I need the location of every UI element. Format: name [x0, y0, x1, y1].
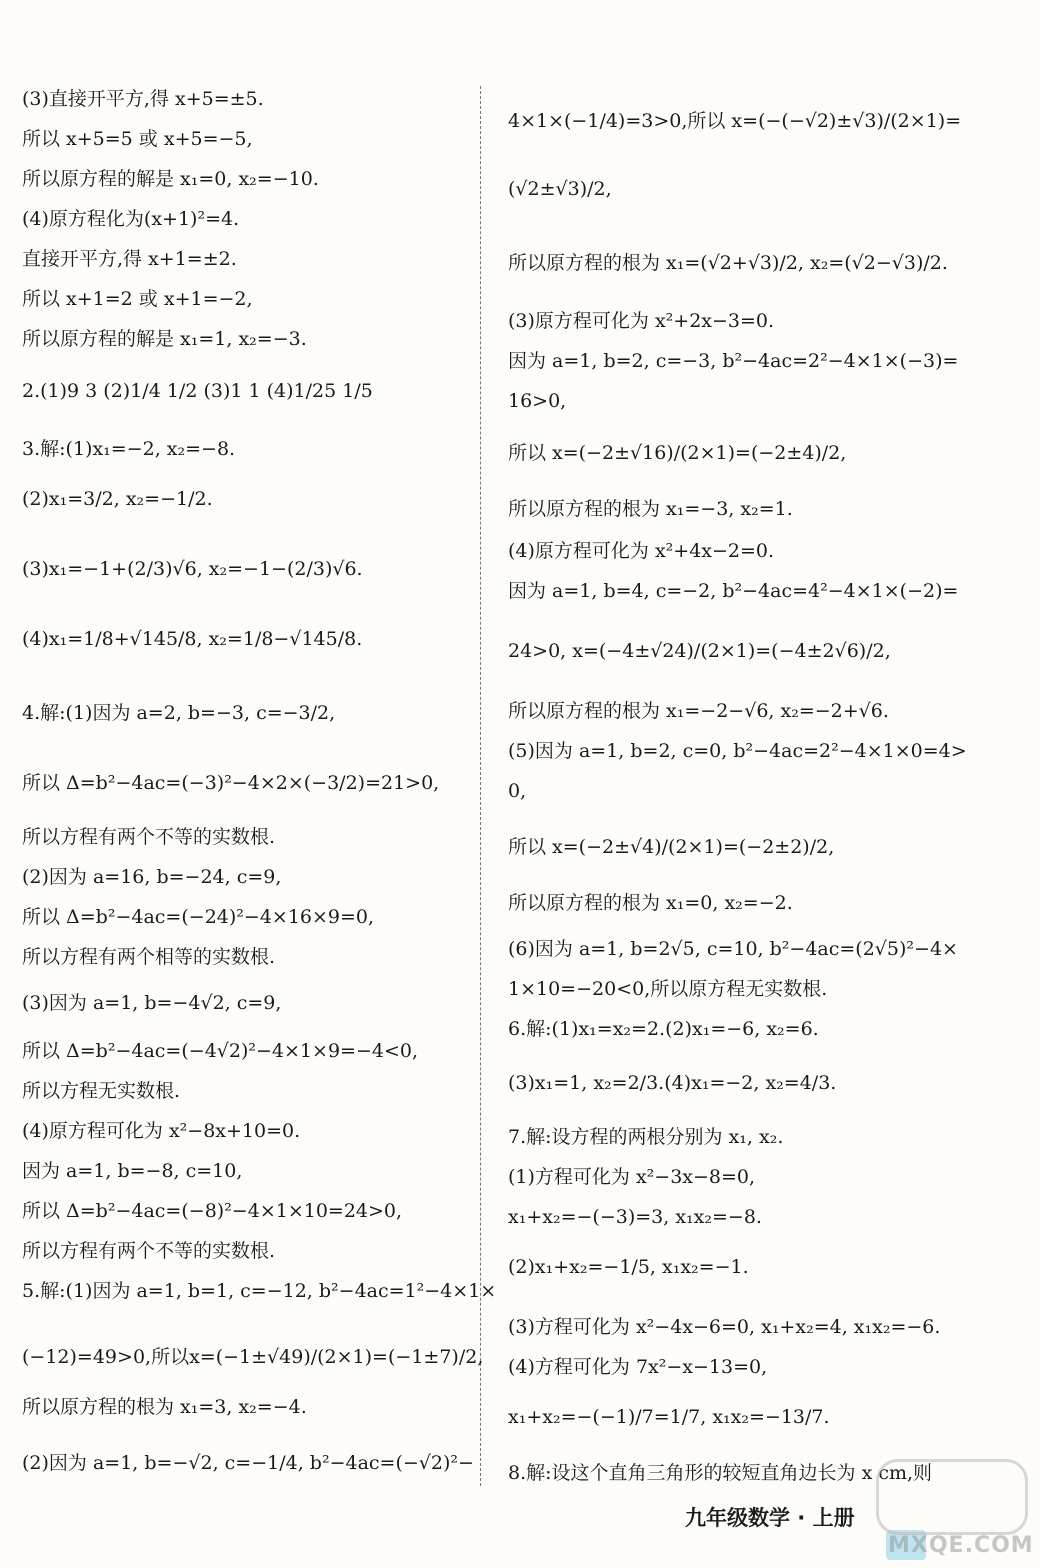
answer-line: (1)方程可化为 x²−3x−8=0,: [508, 1166, 756, 1188]
answer-line: 4.解:(1)因为 a=2, b=−3, c=−3/2,: [22, 702, 336, 724]
answer-line: 16>0,: [508, 390, 567, 412]
watermark: [868, 1455, 1034, 1563]
page-footer: 九年级数学 · 上册: [685, 1506, 855, 1530]
answer-line: 5.解:(1)因为 a=1, b=1, c=−12, b²−4ac=1²−4×1×: [22, 1280, 497, 1302]
answer-line: x₁+x₂=−(−1)/7=1/7, x₁x₂=−13/7.: [508, 1406, 830, 1428]
answer-line: (4)方程可化为 7x²−x−13=0,: [508, 1356, 768, 1378]
answer-line: 所以原方程的解是 x₁=1, x₂=−3.: [22, 328, 307, 350]
answer-line: (3)x₁=1, x₂=2/3.(4)x₁=−2, x₂=4/3.: [508, 1072, 837, 1094]
watermark-text: MXQE.COM: [888, 1533, 1034, 1558]
answer-line: 所以原方程的解是 x₁=0, x₂=−10.: [22, 168, 319, 190]
answer-line: 所以原方程的根为 x₁=−3, x₂=1.: [508, 498, 793, 520]
answer-line: 8.解:设这个直角三角形的较短直角边长为 x cm,则: [508, 1462, 933, 1484]
answer-line: 7.解:设方程的两根分别为 x₁, x₂.: [508, 1126, 784, 1148]
answer-line: x₁+x₂=−(−3)=3, x₁x₂=−8.: [508, 1206, 762, 1228]
answer-line: 所以方程有两个不等的实数根.: [22, 826, 276, 848]
answer-line: 所以 Δ=b²−4ac=(−24)²−4×16×9=0,: [22, 906, 375, 928]
answer-line: 0,: [508, 780, 527, 802]
answer-line: 直接开平方,得 x+1=±2.: [22, 248, 237, 270]
answer-line: (−12)=49>0,所以x=(−1±√49)/(2×1)=(−1±7)/2,: [22, 1346, 484, 1368]
answer-line: 所以 x=(−2±√4)/(2×1)=(−2±2)/2,: [508, 836, 835, 858]
answer-line: 所以 Δ=b²−4ac=(−3)²−4×2×(−3/2)=21>0,: [22, 772, 440, 794]
answer-line: (3)直接开平方,得 x+5=±5.: [22, 88, 264, 110]
answer-line: 所以原方程的根为 x₁=(√2+√3)/2, x₂=(√2−√3)/2.: [508, 252, 948, 274]
answer-line: 所以原方程的根为 x₁=−2−√6, x₂=−2+√6.: [508, 700, 889, 722]
answer-line: 所以方程有两个不等的实数根.: [22, 1240, 276, 1262]
answer-line: 所以 Δ=b²−4ac=(−8)²−4×1×10=24>0,: [22, 1200, 403, 1222]
answer-line: (2)因为 a=16, b=−24, c=9,: [22, 866, 282, 888]
answer-line: 24>0, x=(−4±√24)/(2×1)=(−4±2√6)/2,: [508, 640, 891, 662]
answer-line: 所以 x=(−2±√16)/(2×1)=(−2±4)/2,: [508, 442, 847, 464]
answer-line: 2.(1)9 3 (2)1/4 1/2 (3)1 1 (4)1/25 1/5: [22, 380, 373, 402]
answer-line: (6)因为 a=1, b=2√5, c=10, b²−4ac=(2√5)²−4×: [508, 938, 958, 960]
answer-line: 所以原方程的根为 x₁=0, x₂=−2.: [508, 892, 793, 914]
answer-line: (4)x₁=1/8+√145/8, x₂=1/8−√145/8.: [22, 628, 363, 650]
watermark-logo-icon: [876, 1459, 1028, 1535]
answer-line: 所以方程无实数根.: [22, 1080, 181, 1102]
answer-line: (4)原方程可化为 x²+4x−2=0.: [508, 540, 775, 562]
answer-line: 所以 x+5=5 或 x+5=−5,: [22, 128, 253, 150]
answer-line: (√2±√3)/2,: [508, 178, 612, 200]
answer-line: 所以 x+1=2 或 x+1=−2,: [22, 288, 253, 310]
answer-line: (3)因为 a=1, b=−4√2, c=9,: [22, 992, 282, 1014]
column-divider: [480, 86, 481, 1486]
answer-line: 所以方程有两个相等的实数根.: [22, 946, 276, 968]
answer-line: (4)原方程化为(x+1)²=4.: [22, 208, 240, 230]
answer-line: 因为 a=1, b=−8, c=10,: [22, 1160, 243, 1182]
answer-line: 所以 Δ=b²−4ac=(−4√2)²−4×1×9=−4<0,: [22, 1040, 419, 1062]
answer-line: (5)因为 a=1, b=2, c=0, b²−4ac=2²−4×1×0=4>: [508, 740, 967, 762]
answer-line: 3.解:(1)x₁=−2, x₂=−8.: [22, 438, 236, 460]
answer-line: 因为 a=1, b=4, c=−2, b²−4ac=4²−4×1×(−2)=: [508, 580, 959, 602]
answer-line: (3)原方程可化为 x²+2x−3=0.: [508, 310, 775, 332]
answer-line: (2)因为 a=1, b=−√2, c=−1/4, b²−4ac=(−√2)²−: [22, 1452, 474, 1474]
answer-line: (3)方程可化为 x²−4x−6=0, x₁+x₂=4, x₁x₂=−6.: [508, 1316, 941, 1338]
answer-line: (3)x₁=−1+(2/3)√6, x₂=−1−(2/3)√6.: [22, 558, 363, 580]
answer-line: 6.解:(1)x₁=x₂=2.(2)x₁=−6, x₂=6.: [508, 1018, 819, 1040]
answer-line: 1×10=−20<0,所以原方程无实数根.: [508, 978, 828, 1000]
answer-line: 所以原方程的根为 x₁=3, x₂=−4.: [22, 1396, 307, 1418]
answer-line: (2)x₁=3/2, x₂=−1/2.: [22, 488, 213, 510]
answer-line: 4×1×(−1/4)=3>0,所以 x=(−(−√2)±√3)/(2×1)=: [508, 110, 962, 132]
answer-line: 因为 a=1, b=2, c=−3, b²−4ac=2²−4×1×(−3)=: [508, 350, 959, 372]
answer-line: (2)x₁+x₂=−1/5, x₁x₂=−1.: [508, 1256, 749, 1278]
answer-line: (4)原方程可化为 x²−8x+10=0.: [22, 1120, 301, 1142]
